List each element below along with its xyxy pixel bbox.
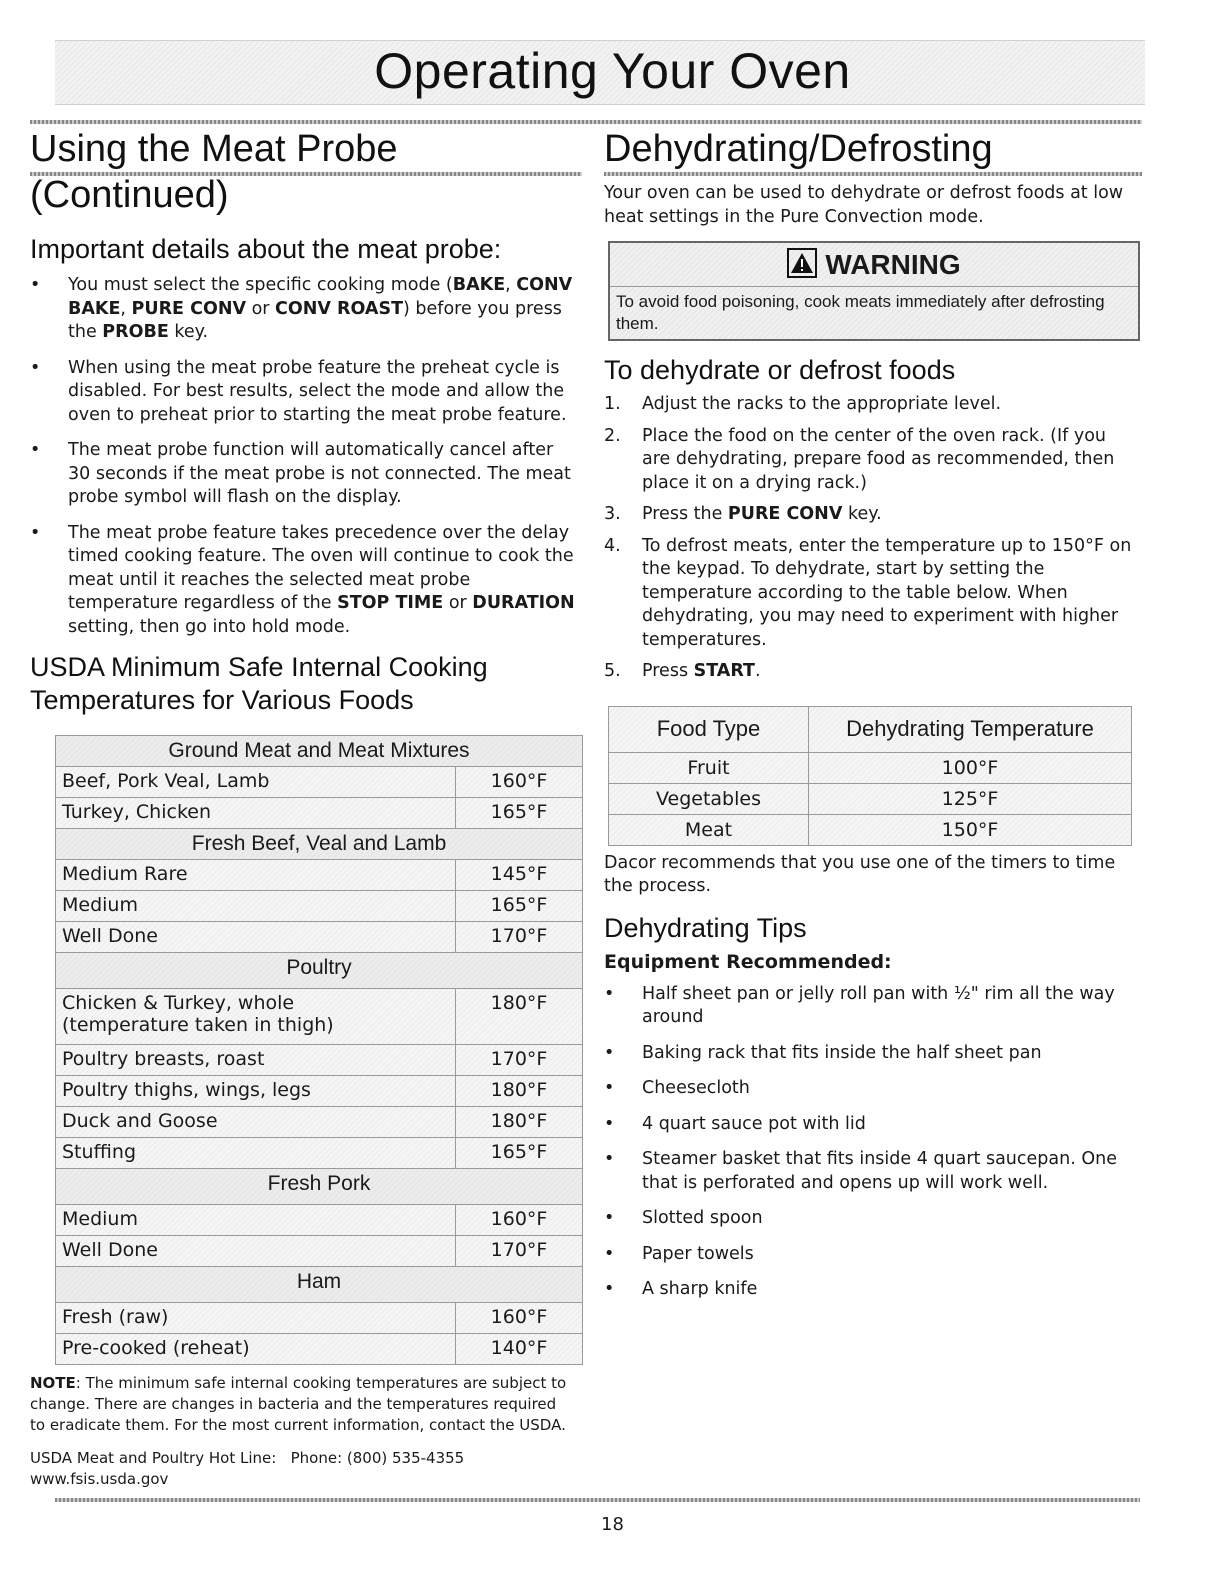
equipment-heading: Equipment Recommended:	[604, 950, 892, 973]
usda-heading: USDA Minimum Safe Internal Cooking Temperatures for Various Foods	[30, 652, 488, 715]
usda-hotline: USDA Meat and Poultry Hot Line: Phone: (800) 535-4355	[30, 1449, 465, 1467]
usda-website: www.fsis.usda.gov	[30, 1470, 169, 1488]
timer-note: Dacor recommends that you use one of the timers to time the process.	[604, 852, 1116, 896]
list-item: 2. Place the food on the center of the oven rack. (If you are dehydrating, prepare food as recommended, then place it on a drying rack.)	[604, 425, 1115, 493]
list-item: • The meat probe feature takes precedence over the delay timed cooking feature. The oven will continue to cook the meat until it reaches the selected meat probe temperature regardless of the STOP TIME or DURATION setting, then go into hold mode.	[30, 522, 575, 640]
right-column	[604, 126, 1142, 1314]
list-item: • Paper towels	[604, 1243, 1134, 1267]
table-group-header: Ground Meat and Meat Mixtures	[56, 736, 583, 767]
table-row: Medium 165°F	[56, 891, 583, 922]
table-row: Chicken & Turkey, whole (temperature taken in thigh) 180°F	[56, 989, 583, 1045]
table-row: Medium Rare 145°F	[56, 860, 583, 891]
dehydrate-steps	[604, 393, 1134, 684]
table-group-header: Poultry	[56, 953, 583, 989]
left-column	[30, 126, 590, 1490]
table-row: Poultry thighs, wings, legs 180°F	[56, 1076, 583, 1107]
equipment-list	[604, 983, 1134, 1302]
table-group-header: Ham	[56, 1267, 583, 1303]
table-row: Medium 160°F	[56, 1205, 583, 1236]
meat-probe-subheading: Important details about the meat probe:	[30, 234, 502, 264]
table-row: Duck and Goose 180°F	[56, 1107, 583, 1138]
list-item: • 4 quart sauce pot with lid	[604, 1113, 1134, 1137]
table-header-row: Food Type Dehydrating Temperature	[609, 706, 1132, 752]
table-row: Poultry breasts, roast 170°F	[56, 1045, 583, 1076]
list-item: • A sharp knife	[604, 1278, 1134, 1302]
list-item: 1. Adjust the racks to the appropriate level.	[604, 394, 1002, 414]
list-item: • Slotted spoon	[604, 1207, 1134, 1231]
list-item: • Baking rack that fits inside the half sheet pan	[604, 1042, 1134, 1066]
usda-temperature-table	[55, 735, 583, 1365]
page-title: Operating Your Oven	[374, 43, 851, 99]
table-row: Fresh (raw) 160°F	[56, 1303, 583, 1334]
table-row: Vegetables 125°F	[609, 783, 1132, 814]
list-item: • You must select the specific cooking mode (BAKE, CONV BAKE, PURE CONV or CONV ROAST) before you press the PROBE key.	[30, 274, 575, 345]
list-item: • Cheesecloth	[604, 1077, 1134, 1101]
list-item: • Steamer basket that fits inside 4 quart saucepan. One that is perforated and opens up will work well.	[604, 1148, 1134, 1195]
list-item: • Half sheet pan or jelly roll pan with ½" rim all the way around	[604, 983, 1134, 1030]
meat-probe-bullets	[30, 274, 575, 639]
warning-box	[608, 241, 1140, 341]
table-row: Well Done 170°F	[56, 1236, 583, 1267]
page-number: 18	[601, 1514, 624, 1535]
dehydrating-intro: Your oven can be used to dehydrate or defrost foods at low heat settings in the Pure Convection mode.	[604, 183, 1124, 227]
dehydrating-temperature-table	[608, 706, 1132, 846]
warning-header	[610, 243, 1138, 287]
dehydrating-section-title: Dehydrating/Defrosting	[604, 128, 993, 170]
table-row: Meat 150°F	[609, 814, 1132, 845]
list-item: 3. Press the PURE CONV key.	[604, 504, 882, 524]
list-item: • When using the meat probe feature the preheat cycle is disabled. For best results, select the mode and allow the oven to preheat prior to starting the meat probe feature.	[30, 357, 575, 428]
header-rule	[30, 120, 1142, 124]
table-group-header: Fresh Beef, Veal and Lamb	[56, 829, 583, 860]
dehydrate-steps-heading: To dehydrate or defrost foods	[604, 355, 956, 385]
warning-triangle-icon	[787, 248, 817, 278]
warning-title: WARNING	[825, 249, 961, 280]
table-row: Turkey, Chicken 165°F	[56, 798, 583, 829]
list-item: • The meat probe function will automatically cancel after 30 seconds if the meat probe is not connected. The meat probe symbol will flash on the display.	[30, 439, 575, 510]
footer-rule	[55, 1498, 1140, 1502]
table-group-header: Fresh Pork	[56, 1169, 583, 1205]
table-row: Stuffing 165°F	[56, 1138, 583, 1169]
meat-probe-section-title: Using the Meat Probe (Continued)	[30, 128, 398, 216]
warning-text: To avoid food poisoning, cook meats immediately after defrosting them.	[616, 292, 1105, 333]
list-item: 4. To defrost meats, enter the temperature up to 150°F on the keypad. To dehydrate, start by setting the temperature according to the table below. When dehydrating, you may need to experiment with higher temperatures.	[604, 535, 1132, 650]
table-row: Fruit 100°F	[609, 752, 1132, 783]
table-row: Pre-cooked (reheat) 140°F	[56, 1334, 583, 1365]
usda-note: NOTE: The minimum safe internal cooking temperatures are subject to change. There are changes in bacteria and the temperatures required to eradicate them. For the most current information, contact the USDA.	[30, 1374, 567, 1434]
dehydrating-tips-heading: Dehydrating Tips	[604, 912, 807, 943]
table-row: Well Done 170°F	[56, 922, 583, 953]
list-item: 5. Press START.	[604, 661, 761, 681]
table-row: Beef, Pork Veal, Lamb 160°F	[56, 767, 583, 798]
